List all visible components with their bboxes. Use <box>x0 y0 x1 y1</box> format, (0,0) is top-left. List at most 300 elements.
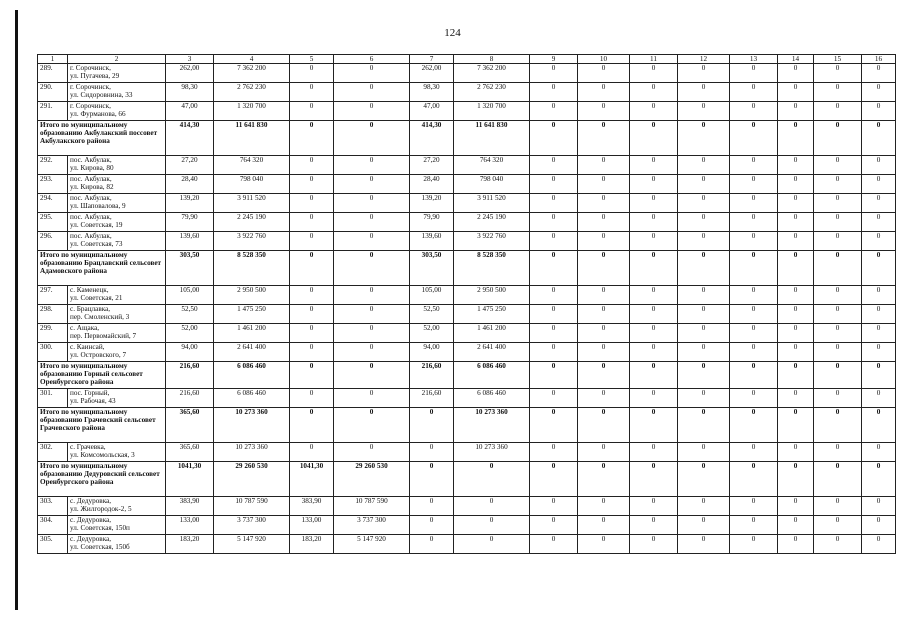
address-line-1: пос. Акбулак, <box>70 194 112 202</box>
value-cell: 0 <box>778 213 814 232</box>
value-cell: 5 147 920 <box>334 535 410 554</box>
value-cell: 0 <box>814 83 862 102</box>
value-cell: 0 <box>778 232 814 251</box>
address-cell <box>68 535 166 554</box>
value-cell: 0 <box>778 443 814 462</box>
value-cell: 10 273 360 <box>214 443 290 462</box>
value-cell: 0 <box>290 305 334 324</box>
value-cell: 0 <box>334 443 410 462</box>
value-cell: 0 <box>814 516 862 535</box>
value-cell: 0 <box>630 251 678 286</box>
value-cell: 3 911 520 <box>214 194 290 213</box>
value-cell: 10 787 590 <box>334 497 410 516</box>
value-cell: 365,60 <box>166 408 214 443</box>
value-cell: 0 <box>730 324 778 343</box>
row-number: 290. <box>38 83 68 102</box>
value-cell: 0 <box>678 102 730 121</box>
value-cell: 0 <box>678 343 730 362</box>
value-cell: 0 <box>862 443 896 462</box>
value-cell: 0 <box>578 232 630 251</box>
value-cell: 0 <box>814 389 862 408</box>
value-cell: 0 <box>862 497 896 516</box>
value-cell: 0 <box>678 443 730 462</box>
value-cell: 0 <box>730 251 778 286</box>
value-cell: 2 245 190 <box>214 213 290 232</box>
value-cell: 0 <box>290 408 334 443</box>
table-row <box>38 535 896 554</box>
header-cell: 9 <box>530 55 578 64</box>
value-cell: 0 <box>678 324 730 343</box>
table-row <box>38 232 896 251</box>
address-cell <box>68 156 166 175</box>
table-row <box>38 343 896 362</box>
value-cell: 0 <box>778 343 814 362</box>
address-cell <box>68 305 166 324</box>
value-cell: 0 <box>530 324 578 343</box>
value-cell: 139,60 <box>410 232 454 251</box>
value-cell: 0 <box>290 102 334 121</box>
value-cell: 0 <box>630 408 678 443</box>
value-cell: 0 <box>730 305 778 324</box>
value-cell: 0 <box>578 324 630 343</box>
value-cell: 0 <box>778 83 814 102</box>
row-number: 301. <box>38 389 68 408</box>
address-line-2: ул. Островского, 7 <box>70 351 127 360</box>
subtotal-row <box>38 462 896 497</box>
value-cell: 139,20 <box>166 194 214 213</box>
value-cell: 10 787 590 <box>214 497 290 516</box>
value-cell: 0 <box>778 362 814 389</box>
value-cell: 0 <box>814 362 862 389</box>
value-cell: 27,20 <box>410 156 454 175</box>
value-cell: 11 641 830 <box>214 121 290 156</box>
header-cell: 11 <box>630 55 678 64</box>
row-number: 293. <box>38 175 68 194</box>
address-line-2: ул. Советская, 73 <box>70 240 123 249</box>
value-cell: 0 <box>578 389 630 408</box>
value-cell: 0 <box>862 121 896 156</box>
value-cell: 0 <box>862 102 896 121</box>
value-cell: 10 273 360 <box>454 408 530 443</box>
address-line-1: пос. Акбулак, <box>70 213 112 221</box>
value-cell: 0 <box>334 286 410 305</box>
value-cell: 0 <box>530 175 578 194</box>
row-number: 303. <box>38 497 68 516</box>
value-cell: 0 <box>578 443 630 462</box>
address-line-2: ул. Советская, 21 <box>70 294 123 303</box>
address-line-2: ул. Пугачева, 29 <box>70 72 120 81</box>
value-cell: 0 <box>814 194 862 213</box>
table-row <box>38 175 896 194</box>
value-cell: 0 <box>578 194 630 213</box>
row-number: 302. <box>38 443 68 462</box>
value-cell: 1 320 700 <box>214 102 290 121</box>
address-cell <box>68 102 166 121</box>
value-cell: 798 040 <box>454 175 530 194</box>
value-cell: 0 <box>530 232 578 251</box>
value-cell: 0 <box>814 324 862 343</box>
address-cell <box>68 343 166 362</box>
value-cell: 0 <box>862 64 896 83</box>
value-cell: 183,20 <box>166 535 214 554</box>
value-cell: 0 <box>410 408 454 443</box>
value-cell: 798 040 <box>214 175 290 194</box>
value-cell: 3 922 760 <box>454 232 530 251</box>
value-cell: 0 <box>862 156 896 175</box>
value-cell: 0 <box>290 213 334 232</box>
table-row <box>38 497 896 516</box>
value-cell: 0 <box>530 305 578 324</box>
address-cell <box>68 286 166 305</box>
address-line-1: с. Дедуровка, <box>70 535 112 543</box>
row-number: 294. <box>38 194 68 213</box>
value-cell: 0 <box>730 516 778 535</box>
value-cell: 0 <box>730 64 778 83</box>
table-row <box>38 102 896 121</box>
header-cell: 13 <box>730 55 778 64</box>
value-cell: 5 147 920 <box>214 535 290 554</box>
value-cell: 0 <box>730 156 778 175</box>
table-row <box>38 213 896 232</box>
value-cell: 47,00 <box>166 102 214 121</box>
value-cell: 0 <box>730 194 778 213</box>
value-cell: 0 <box>578 286 630 305</box>
header-cell: 4 <box>214 55 290 64</box>
value-cell: 0 <box>678 516 730 535</box>
value-cell: 0 <box>778 121 814 156</box>
header-cell: 16 <box>862 55 896 64</box>
value-cell: 0 <box>814 535 862 554</box>
value-cell: 0 <box>778 389 814 408</box>
table-row <box>38 83 896 102</box>
value-cell: 0 <box>578 83 630 102</box>
value-cell: 0 <box>578 102 630 121</box>
value-cell: 0 <box>334 213 410 232</box>
value-cell: 0 <box>862 343 896 362</box>
address-line-1: с. Каинсай, <box>70 343 105 351</box>
value-cell: 0 <box>862 251 896 286</box>
header-cell: 12 <box>678 55 730 64</box>
value-cell: 0 <box>862 286 896 305</box>
value-cell: 0 <box>814 64 862 83</box>
value-cell: 0 <box>814 156 862 175</box>
header-cell: 7 <box>410 55 454 64</box>
value-cell: 262,00 <box>410 64 454 83</box>
value-cell: 303,50 <box>410 251 454 286</box>
value-cell: 262,00 <box>166 64 214 83</box>
address-line-1: г. Сорочинск, <box>70 83 111 91</box>
value-cell: 0 <box>290 156 334 175</box>
table-row <box>38 516 896 535</box>
value-cell: 0 <box>730 121 778 156</box>
header-cell: 14 <box>778 55 814 64</box>
value-cell: 0 <box>530 516 578 535</box>
value-cell: 0 <box>334 121 410 156</box>
value-cell: 0 <box>630 516 678 535</box>
subtotal-label: Итого по муниципальному образованию Грачевский сельсовет Грачевского района <box>38 408 166 443</box>
address-line-2: ул. Рабочая, 43 <box>70 397 116 406</box>
address-line-1: с. Дедуровка, <box>70 497 112 505</box>
value-cell: 0 <box>334 305 410 324</box>
address-line-1: г. Сорочинск, <box>70 102 111 110</box>
value-cell: 79,90 <box>410 213 454 232</box>
value-cell: 764 320 <box>454 156 530 175</box>
value-cell: 0 <box>290 175 334 194</box>
value-cell: 0 <box>814 497 862 516</box>
value-cell: 0 <box>290 286 334 305</box>
value-cell: 216,60 <box>410 362 454 389</box>
value-cell: 0 <box>630 213 678 232</box>
value-cell: 0 <box>678 232 730 251</box>
header-cell: 15 <box>814 55 862 64</box>
value-cell: 0 <box>730 462 778 497</box>
header-cell: 5 <box>290 55 334 64</box>
row-number: 305. <box>38 535 68 554</box>
value-cell: 0 <box>814 286 862 305</box>
table-row <box>38 64 896 83</box>
value-cell: 0 <box>778 175 814 194</box>
value-cell: 0 <box>678 286 730 305</box>
value-cell: 0 <box>778 324 814 343</box>
value-cell: 0 <box>778 64 814 83</box>
header-cell: 8 <box>454 55 530 64</box>
value-cell: 0 <box>814 175 862 194</box>
value-cell: 0 <box>862 462 896 497</box>
value-cell: 0 <box>730 535 778 554</box>
value-cell: 11 641 830 <box>454 121 530 156</box>
value-cell: 0 <box>862 324 896 343</box>
value-cell: 0 <box>730 286 778 305</box>
value-cell: 0 <box>578 462 630 497</box>
value-cell: 1 320 700 <box>454 102 530 121</box>
value-cell: 0 <box>334 362 410 389</box>
value-cell: 0 <box>578 251 630 286</box>
value-cell: 0 <box>454 516 530 535</box>
value-cell: 2 950 500 <box>454 286 530 305</box>
value-cell: 7 362 200 <box>454 64 530 83</box>
value-cell: 183,20 <box>290 535 334 554</box>
page-number: 124 <box>444 27 461 39</box>
value-cell: 0 <box>410 497 454 516</box>
header-cell: 2 <box>68 55 166 64</box>
value-cell: 0 <box>778 102 814 121</box>
value-cell: 0 <box>530 389 578 408</box>
value-cell: 105,00 <box>410 286 454 305</box>
value-cell: 216,60 <box>166 389 214 408</box>
value-cell: 0 <box>678 83 730 102</box>
value-cell: 0 <box>530 121 578 156</box>
address-line-2: ул. Комсомольская, 3 <box>70 451 135 460</box>
value-cell: 27,20 <box>166 156 214 175</box>
address-line-1: г. Сорочинск, <box>70 64 111 72</box>
value-cell: 94,00 <box>166 343 214 362</box>
value-cell: 0 <box>578 516 630 535</box>
subtotal-label: Итого по муниципальному образованию Акбулакский поссовет Акбулакского района <box>38 121 166 156</box>
value-cell: 0 <box>454 535 530 554</box>
value-cell: 0 <box>410 516 454 535</box>
address-line-2: ул. Кирова, 82 <box>70 183 114 192</box>
value-cell: 0 <box>814 251 862 286</box>
address-line-1: с. Грачевка, <box>70 443 106 451</box>
data-table <box>37 54 896 554</box>
header-cell: 3 <box>166 55 214 64</box>
value-cell: 0 <box>678 408 730 443</box>
value-cell: 0 <box>334 251 410 286</box>
value-cell: 0 <box>814 213 862 232</box>
value-cell: 1041,30 <box>290 462 334 497</box>
value-cell: 10 273 360 <box>214 408 290 443</box>
address-cell <box>68 175 166 194</box>
table-row <box>38 194 896 213</box>
address-line-2: ул. Фурманова, 66 <box>70 110 126 119</box>
value-cell: 2 950 500 <box>214 286 290 305</box>
value-cell: 0 <box>578 497 630 516</box>
value-cell: 0 <box>730 443 778 462</box>
address-line-1: пос. Акбулак, <box>70 156 112 164</box>
value-cell: 365,60 <box>166 443 214 462</box>
value-cell: 0 <box>334 389 410 408</box>
value-cell: 0 <box>862 535 896 554</box>
value-cell: 0 <box>578 175 630 194</box>
value-cell: 0 <box>334 408 410 443</box>
address-cell <box>68 443 166 462</box>
value-cell: 0 <box>334 194 410 213</box>
value-cell: 28,40 <box>166 175 214 194</box>
table-row <box>38 389 896 408</box>
address-cell <box>68 213 166 232</box>
value-cell: 0 <box>778 305 814 324</box>
value-cell: 0 <box>730 497 778 516</box>
value-cell: 0 <box>578 343 630 362</box>
value-cell: 0 <box>862 516 896 535</box>
value-cell: 2 762 230 <box>454 83 530 102</box>
value-cell: 0 <box>814 408 862 443</box>
value-cell: 0 <box>530 497 578 516</box>
address-line-2: пер. Смоленский, 3 <box>70 313 130 322</box>
header-cell: 6 <box>334 55 410 64</box>
value-cell: 1 461 200 <box>214 324 290 343</box>
table-row <box>38 443 896 462</box>
value-cell: 0 <box>730 83 778 102</box>
value-cell: 3 737 300 <box>334 516 410 535</box>
address-cell <box>68 83 166 102</box>
value-cell: 0 <box>290 194 334 213</box>
binding-margin-line <box>15 10 18 610</box>
value-cell: 0 <box>678 213 730 232</box>
value-cell: 0 <box>630 156 678 175</box>
value-cell: 0 <box>290 251 334 286</box>
value-cell: 0 <box>530 443 578 462</box>
value-cell: 0 <box>778 156 814 175</box>
value-cell: 0 <box>678 305 730 324</box>
value-cell: 139,20 <box>410 194 454 213</box>
value-cell: 28,40 <box>410 175 454 194</box>
value-cell: 139,60 <box>166 232 214 251</box>
address-cell <box>68 194 166 213</box>
value-cell: 414,30 <box>410 121 454 156</box>
value-cell: 0 <box>630 497 678 516</box>
value-cell: 0 <box>290 443 334 462</box>
value-cell: 0 <box>578 362 630 389</box>
value-cell: 0 <box>630 324 678 343</box>
value-cell: 0 <box>334 343 410 362</box>
value-cell: 1 475 250 <box>214 305 290 324</box>
value-cell: 133,00 <box>290 516 334 535</box>
value-cell: 0 <box>678 175 730 194</box>
value-cell: 0 <box>290 232 334 251</box>
value-cell: 1041,30 <box>166 462 214 497</box>
value-cell: 10 273 360 <box>454 443 530 462</box>
value-cell: 0 <box>814 305 862 324</box>
value-cell: 0 <box>630 305 678 324</box>
value-cell: 0 <box>630 535 678 554</box>
value-cell: 0 <box>862 175 896 194</box>
value-cell: 0 <box>778 516 814 535</box>
address-line-1: с. Ащака, <box>70 324 100 332</box>
value-cell: 6 086 460 <box>454 389 530 408</box>
value-cell: 0 <box>814 443 862 462</box>
value-cell: 0 <box>862 305 896 324</box>
value-cell: 8 528 350 <box>214 251 290 286</box>
address-line-2: ул. Жилгородок-2, 5 <box>70 505 132 514</box>
address-cell <box>68 64 166 83</box>
value-cell: 0 <box>530 213 578 232</box>
value-cell: 0 <box>530 286 578 305</box>
value-cell: 52,50 <box>410 305 454 324</box>
address-line-1: с. Дедуровка, <box>70 516 112 524</box>
value-cell: 0 <box>778 535 814 554</box>
value-cell: 0 <box>678 194 730 213</box>
row-number: 292. <box>38 156 68 175</box>
value-cell: 94,00 <box>410 343 454 362</box>
value-cell: 0 <box>730 343 778 362</box>
value-cell: 0 <box>630 389 678 408</box>
row-number: 296. <box>38 232 68 251</box>
address-line-2: ул. Шаповалова, 9 <box>70 202 126 211</box>
table-row <box>38 156 896 175</box>
value-cell: 0 <box>578 305 630 324</box>
value-cell: 0 <box>334 324 410 343</box>
address-line-2: ул. Кирова, 80 <box>70 164 114 173</box>
value-cell: 0 <box>862 194 896 213</box>
value-cell: 0 <box>814 462 862 497</box>
value-cell: 105,00 <box>166 286 214 305</box>
value-cell: 0 <box>334 175 410 194</box>
value-cell: 0 <box>290 324 334 343</box>
value-cell: 0 <box>630 232 678 251</box>
value-cell: 0 <box>630 102 678 121</box>
subtotal-row <box>38 121 896 156</box>
value-cell: 0 <box>410 443 454 462</box>
address-line-1: с. Каменецк, <box>70 286 109 294</box>
value-cell: 0 <box>678 64 730 83</box>
address-line-1: с. Брацлавка, <box>70 305 111 313</box>
value-cell: 0 <box>578 121 630 156</box>
value-cell: 0 <box>778 408 814 443</box>
value-cell: 0 <box>814 121 862 156</box>
value-cell: 0 <box>778 194 814 213</box>
value-cell: 0 <box>290 362 334 389</box>
address-cell <box>68 497 166 516</box>
value-cell: 0 <box>334 156 410 175</box>
value-cell: 0 <box>630 443 678 462</box>
address-line-1: пос. Акбулак, <box>70 232 112 240</box>
value-cell: 1 461 200 <box>454 324 530 343</box>
value-cell: 0 <box>530 102 578 121</box>
value-cell: 0 <box>290 343 334 362</box>
value-cell: 0 <box>630 362 678 389</box>
address-line-1: пос. Акбулак, <box>70 175 112 183</box>
